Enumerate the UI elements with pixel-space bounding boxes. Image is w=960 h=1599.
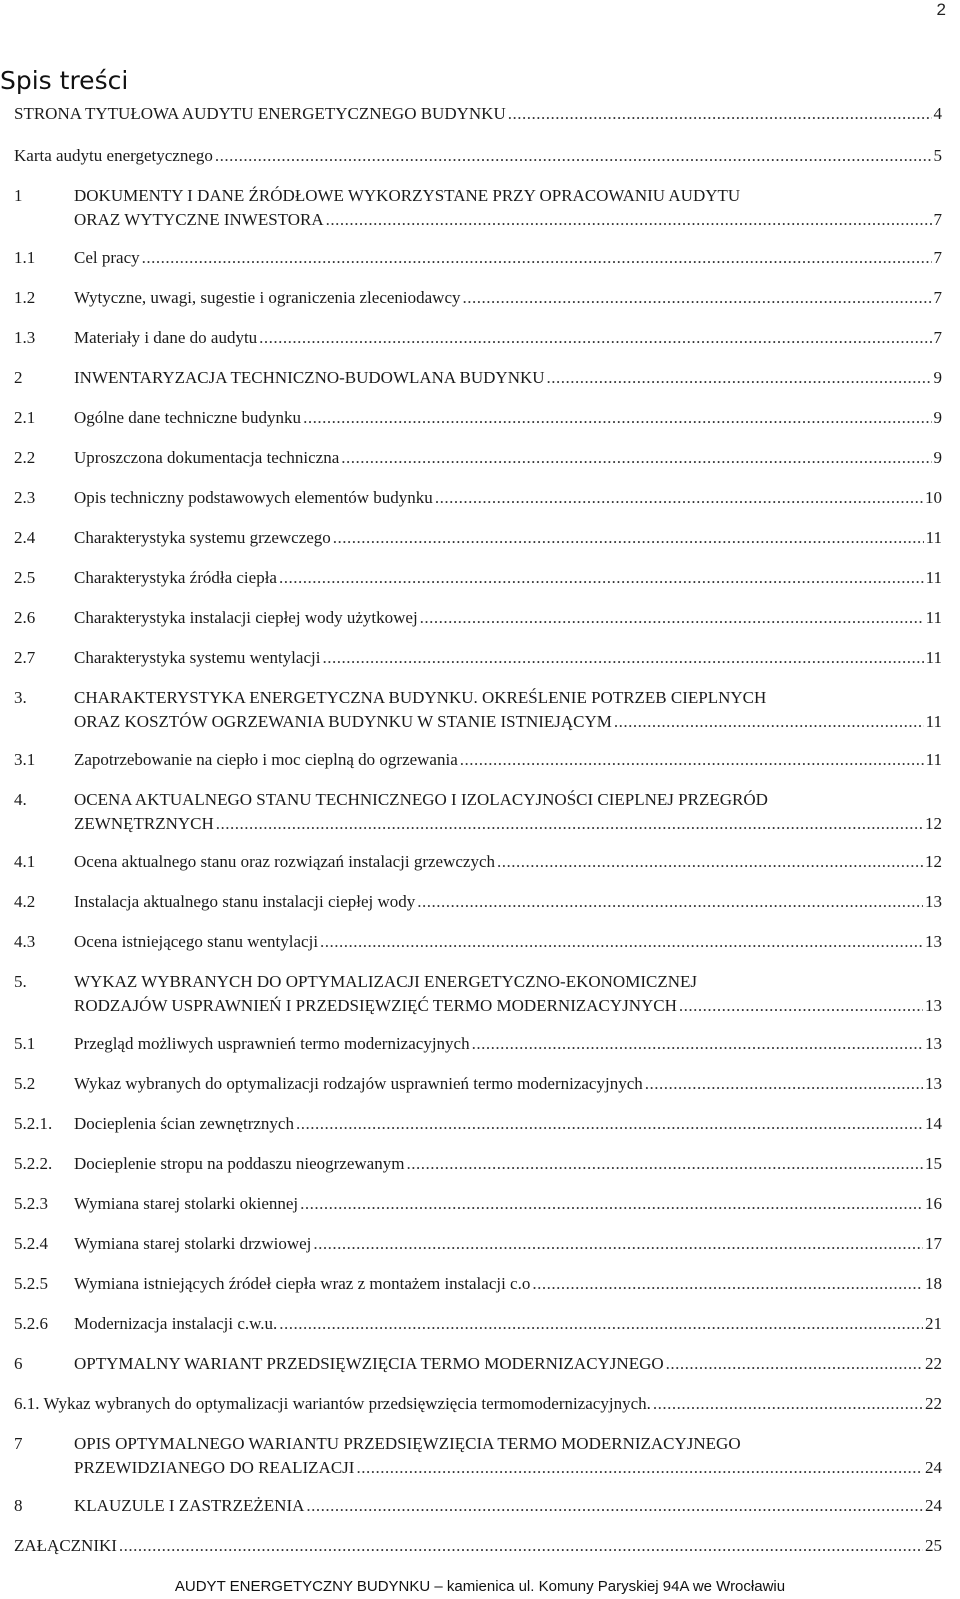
toc-entry-number: 5.2.5: [14, 1274, 48, 1293]
toc-leader-dots: [645, 1072, 923, 1096]
toc-entry-number: 3.1: [14, 750, 36, 769]
toc-entry-line: [74, 406, 942, 430]
toc-entry-title: Wymiana starej stolarki okiennej: [74, 1194, 299, 1213]
toc-leader-dots: [279, 566, 924, 590]
toc-entry-title: 6.1. Wykaz wybranych do optymalizacji wariantów przedsięwzięcia termomodernizacyjnych.: [14, 1394, 651, 1413]
toc-entry-page: 13: [925, 932, 942, 951]
toc-entry-page: 9: [933, 448, 942, 467]
toc-entry-line: [74, 208, 942, 232]
toc-entry-page: 11: [925, 712, 942, 731]
toc-leader-dots: [320, 930, 923, 954]
toc-entry-line: [74, 994, 942, 1018]
toc-entry-body: [74, 1192, 942, 1216]
toc-entry-title: Karta audytu energetycznego: [14, 146, 213, 165]
toc-entry-line: [14, 102, 942, 126]
toc-entry-number: 3.: [14, 688, 27, 707]
toc-entry-title: Przegląd możliwych usprawnień termo modernizacyjnych: [74, 1034, 470, 1053]
toc-entry-line: [74, 366, 942, 390]
toc-entry-page: 7: [933, 288, 942, 307]
toc-entry-title: ZAŁĄCZNIKI: [14, 1536, 117, 1555]
toc-entry-body: [74, 1152, 942, 1176]
toc-entry-body: [74, 184, 942, 232]
toc-entry-page: 24: [925, 1458, 942, 1477]
toc-entry-line: [74, 326, 942, 350]
toc-entry-line: [74, 1072, 942, 1096]
toc-entry-title: Instalacja aktualnego stanu instalacji ciepłej wody: [74, 892, 416, 911]
toc-entry-number: 2.3: [14, 488, 36, 507]
toc-entry-body: [74, 850, 942, 874]
toc-leader-dots: [341, 446, 931, 470]
toc-entry-number: 5.2: [14, 1074, 36, 1093]
toc-entry-body: [14, 1534, 942, 1558]
toc-leader-dots: [333, 526, 924, 550]
toc-entry-title: OPIS OPTYMALNEGO WARIANTU PRZEDSIĘWZIĘCIA TERMO MODERNIZACYJNEGO: [74, 1434, 741, 1453]
toc-leader-dots: [296, 1112, 923, 1136]
toc-entry-line: [74, 1352, 942, 1376]
toc-entry-page: 5: [933, 146, 942, 165]
toc-entry-title: CHARAKTERYSTYKA ENERGETYCZNA BUDYNKU. OKREŚLENIE POTRZEB CIEPLNYCH: [74, 688, 767, 707]
toc-entry-line: [74, 748, 942, 772]
toc-entry-page: 14: [925, 1114, 942, 1133]
toc-entry-page: 12: [925, 852, 942, 871]
toc-entry-page: 17: [925, 1234, 942, 1253]
toc-entry-title: Ocena aktualnego stanu oraz rozwiązań instalacji grzewczych: [74, 852, 496, 871]
toc-entry-line: [14, 144, 942, 168]
toc-entry-title: Ogólne dane techniczne budynku: [74, 408, 302, 427]
toc-entry-page: 7: [933, 248, 942, 267]
toc-entry-line: [74, 1112, 942, 1136]
toc-entry-number: 2.2: [14, 448, 36, 467]
toc-entry-page: 16: [925, 1194, 942, 1213]
toc-entry-number: 5.2.6: [14, 1314, 48, 1333]
toc-entry-title: DOKUMENTY I DANE ŹRÓDŁOWE WYKORZYSTANE PRZY OPRACOWANIU AUDYTU: [74, 186, 741, 205]
toc-entry-page: 22: [925, 1394, 942, 1413]
toc-leader-dots: [460, 748, 924, 772]
toc-leader-dots: [406, 1152, 923, 1176]
toc-entry-page: 21: [925, 1314, 942, 1333]
toc-entry-body: [74, 1494, 942, 1518]
toc-entry-number: 5.1: [14, 1034, 36, 1053]
toc-leader-dots: [508, 102, 932, 126]
toc-entry-body: [74, 1272, 942, 1296]
toc-entry-line: [74, 1272, 942, 1296]
toc-leader-dots: [259, 326, 931, 350]
toc-entry-title: Charakterystyka źródła ciepła: [74, 568, 277, 587]
toc-entry-title: ORAZ WYTYCZNE INWESTORA: [74, 210, 324, 229]
toc-entry-line: [74, 1312, 942, 1336]
toc-entry-number: 2.7: [14, 648, 36, 667]
toc-entry-line: [74, 1232, 942, 1256]
toc-entry-page: 11: [925, 648, 942, 667]
toc-entry-body: [74, 326, 942, 350]
toc-leader-dots: [142, 246, 932, 270]
toc-entry-body: [74, 246, 942, 270]
toc-title: Spis treści: [0, 66, 129, 95]
toc-leader-dots: [306, 1494, 923, 1518]
toc-entry-line: [74, 788, 942, 812]
toc-entry-title: Wymiana istniejących źródeł ciepła wraz z montażem instalacji c.o: [74, 1274, 531, 1293]
toc-entry-title: ORAZ KOSZTÓW OGRZEWANIA BUDYNKU W STANIE ISTNIEJĄCYM: [74, 712, 612, 731]
toc-entry-title: Wymiana starej stolarki drzwiowej: [74, 1234, 312, 1253]
toc-entry-page: 4: [933, 104, 942, 123]
toc-entry-line: [74, 1494, 942, 1518]
toc-entry-title: Opis techniczny podstawowych elementów budynku: [74, 488, 433, 507]
toc-leader-dots: [532, 1272, 923, 1296]
page-footer: AUDYT ENERGETYCZNY BUDYNKU – kamienica ul. Komuny Paryskiej 94A we Wrocławiu: [174, 1578, 786, 1595]
toc-leader-dots: [435, 486, 923, 510]
toc-entry-number: 1.1: [14, 248, 36, 267]
toc-entry-page: 7: [933, 210, 942, 229]
toc-entry-body: [74, 486, 942, 510]
toc-entry-body: [74, 406, 942, 430]
toc-entry-body: [74, 286, 942, 310]
toc-entry-body: [74, 1112, 942, 1136]
toc-entry-title: PRZEWIDZIANEGO DO REALIZACJI: [74, 1458, 355, 1477]
toc-leader-dots: [547, 366, 932, 390]
toc-leader-dots: [356, 1456, 923, 1480]
toc-leader-dots: [215, 144, 932, 168]
toc-entry-number: 2: [14, 368, 23, 387]
toc-leader-dots: [303, 406, 931, 430]
toc-entry-page: 10: [925, 488, 942, 507]
toc-entry-page: 18: [925, 1274, 942, 1293]
toc-entry-body: [74, 1352, 942, 1376]
toc-leader-dots: [216, 812, 923, 836]
toc-entry-body: [74, 366, 942, 390]
toc-entry-body: [74, 686, 942, 734]
toc-entry-line: [74, 970, 942, 994]
toc-entry-title: Uproszczona dokumentacja techniczna: [74, 448, 340, 467]
toc-entry-body: [74, 1232, 942, 1256]
toc-leader-dots: [614, 710, 924, 734]
toc-entry-page: 11: [925, 608, 942, 627]
toc-entry-number: 4.: [14, 790, 27, 809]
toc-entry-number: 1.3: [14, 328, 36, 347]
toc-entry-line: [74, 890, 942, 914]
toc-entry-page: 13: [925, 892, 942, 911]
toc-entry-line: [74, 686, 942, 710]
toc-entry-title: Cel pracy: [74, 248, 140, 267]
toc-entry-page: 13: [925, 996, 942, 1015]
toc-entry-body: [74, 566, 942, 590]
toc-entry-number: 4.3: [14, 932, 36, 951]
toc-entry-number: 7: [14, 1434, 23, 1453]
toc-entry-line: [74, 930, 942, 954]
toc-entry-title: KLAUZULE I ZASTRZEŻENIA: [74, 1496, 305, 1515]
toc-entry-body: [74, 606, 942, 630]
toc-entry-line: [74, 1432, 942, 1456]
toc-entry-title: Docieplenie stropu na poddaszu nieogrzewanym: [74, 1154, 405, 1173]
toc-entry-number: 5.2.1.: [14, 1114, 53, 1133]
toc-entry-line: [74, 646, 942, 670]
toc-entry-title: OPTYMALNY WARIANT PRZEDSIĘWZIĘCIA TERMO MODERNIZACYJNEGO: [74, 1354, 664, 1373]
toc-entry-body: [74, 1032, 942, 1056]
toc-entry-body: [74, 748, 942, 772]
toc-entry-title: Docieplenia ścian zewnętrznych: [74, 1114, 294, 1133]
toc-entry-body: [74, 930, 942, 954]
toc-leader-dots: [300, 1192, 923, 1216]
toc-entry-page: 11: [925, 568, 942, 587]
toc-leader-dots: [679, 994, 923, 1018]
toc-leader-dots: [666, 1352, 923, 1376]
toc-entry-body: [14, 144, 942, 168]
toc-entry-line: [74, 526, 942, 550]
toc-entry-title: Wytyczne, uwagi, sugestie i ograniczenia zleceniodawcy: [74, 288, 461, 307]
toc-leader-dots: [463, 286, 932, 310]
toc-entry-number: 5.: [14, 972, 27, 991]
toc-entry-number: 1: [14, 186, 23, 205]
toc-entry-line: [74, 246, 942, 270]
toc-entry-line: [74, 1152, 942, 1176]
toc-entry-line: [74, 184, 942, 208]
toc-entry-title: WYKAZ WYBRANYCH DO OPTYMALIZACJI ENERGETYCZNO-EKONOMICZNEJ: [74, 972, 697, 991]
toc-entry-body: [74, 1072, 942, 1096]
toc-entry-page: 22: [925, 1354, 942, 1373]
toc-entry-line: [74, 486, 942, 510]
toc-entry-number: 4.2: [14, 892, 36, 911]
toc-entry-line: [14, 1392, 942, 1416]
toc-entry-title: Ocena istniejącego stanu wentylacji: [74, 932, 319, 951]
toc-entry-body: [74, 446, 942, 470]
toc-entry-title: STRONA TYTUŁOWA AUDYTU ENERGETYCZNEGO BUDYNKU: [14, 104, 506, 123]
toc-entry-page: 13: [925, 1074, 942, 1093]
toc-entry-body: [74, 1432, 942, 1480]
toc-entry-title: Charakterystyka systemu grzewczego: [74, 528, 331, 547]
toc-entry-body: [74, 1312, 942, 1336]
toc-entry-body: [14, 1392, 942, 1416]
toc-entry-number: 4.1: [14, 852, 36, 871]
toc-entry-title: Modernizacja instalacji c.w.u.: [74, 1314, 278, 1333]
toc-entry-line: [74, 1456, 942, 1480]
toc-entry-page: 9: [933, 408, 942, 427]
toc-entry-line: [74, 1032, 942, 1056]
toc-leader-dots: [119, 1534, 923, 1558]
toc-entry-title: Zapotrzebowanie na ciepło i moc cieplną do ogrzewania: [74, 750, 458, 769]
toc-entry-line: [74, 1192, 942, 1216]
toc-entry-page: 13: [925, 1034, 942, 1053]
toc-entry-number: 1.2: [14, 288, 36, 307]
toc-leader-dots: [417, 890, 923, 914]
toc-leader-dots: [326, 208, 932, 232]
toc-entry-page: 11: [925, 528, 942, 547]
toc-entry-number: 2.1: [14, 408, 36, 427]
toc-entry-body: [74, 788, 942, 836]
toc-entry-number: 5.2.3: [14, 1194, 48, 1213]
toc-entry-page: 12: [925, 814, 942, 833]
toc-leader-dots: [653, 1392, 923, 1416]
toc-entry-title: INWENTARYZACJA TECHNICZNO-BUDOWLANA BUDYNKU: [74, 368, 545, 387]
toc-entry-page: 24: [925, 1496, 942, 1515]
toc-entry-page: 9: [933, 368, 942, 387]
toc-entry-line: [74, 566, 942, 590]
toc-entry-line: [74, 286, 942, 310]
toc-entry-number: 2.6: [14, 608, 36, 627]
toc-entry-title: Materiały i dane do audytu: [74, 328, 258, 347]
toc-entry-title: Wykaz wybranych do optymalizacji rodzajów usprawnień termo modernizacyjnych: [74, 1074, 643, 1093]
toc-entry-body: [74, 646, 942, 670]
toc-entry-number: 2.5: [14, 568, 36, 587]
toc-entry-line: [74, 710, 942, 734]
toc-entry-body: [74, 526, 942, 550]
toc-entry-line: [14, 1534, 942, 1558]
toc-entry-line: [74, 850, 942, 874]
toc-entry-title: OCENA AKTUALNEGO STANU TECHNICZNEGO I IZOLACYJNOŚCI CIEPLNEJ PRZEGRÓD: [74, 790, 768, 809]
toc-entry-title: Charakterystyka instalacji ciepłej wody użytkowej: [74, 608, 418, 627]
toc-entry-number: 2.4: [14, 528, 36, 547]
toc-entry-number: 6: [14, 1354, 23, 1373]
toc-leader-dots: [322, 646, 923, 670]
toc-entry-page: 25: [925, 1536, 942, 1555]
toc-entry-line: [74, 812, 942, 836]
toc-leader-dots: [497, 850, 923, 874]
toc-entry-page: 11: [925, 750, 942, 769]
toc-entry-body: [74, 890, 942, 914]
toc-entry-body: [14, 102, 942, 126]
toc-entry-line: [74, 446, 942, 470]
toc-entry-number: 5.2.2.: [14, 1154, 53, 1173]
toc-entry-body: [74, 970, 942, 1018]
toc-entry-title: ZEWNĘTRZNYCH: [74, 814, 214, 833]
toc-leader-dots: [279, 1312, 923, 1336]
toc-entry-number: 8: [14, 1496, 23, 1515]
toc-entry-title: RODZAJÓW USPRAWNIEŃ I PRZEDSIĘWZIĘĆ TERMO MODERNIZACYJNYCH: [74, 996, 677, 1015]
toc-leader-dots: [472, 1032, 923, 1056]
toc-entry-page: 7: [933, 328, 942, 347]
toc-entry-title: Charakterystyka systemu wentylacji: [74, 648, 321, 667]
toc-entry-page: 15: [925, 1154, 942, 1173]
toc-leader-dots: [420, 606, 924, 630]
page-number: 2: [936, 0, 946, 19]
toc-entry-number: 5.2.4: [14, 1234, 48, 1253]
toc-leader-dots: [313, 1232, 923, 1256]
toc-entry-line: [74, 606, 942, 630]
